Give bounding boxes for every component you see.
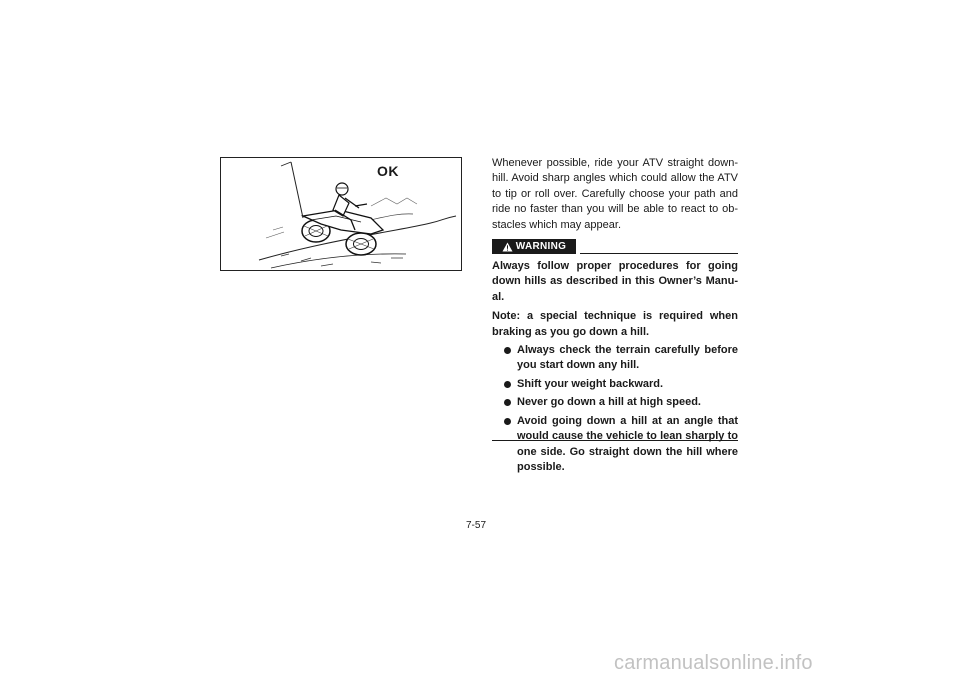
watermark: carmanualsonline.info [614,652,813,674]
list-item: Avoid going down a hill at an angle that would cause the vehicle to lean sharply to one side. Go straight down the hill where possible. [492,414,738,476]
warning-top-rule [580,253,738,254]
warning-note-text: Note: a special technique is required when braking as you go down a hill. [492,310,738,338]
bullet-dot [504,399,511,406]
text-column [492,156,738,475]
list-item: Always check the terrain carefully before you start down any hill. [492,343,738,374]
page-number: 7-57 [466,520,487,531]
intro-paragraph: Whenever possible, ride your ATV straight down-hill. Avoid sharp angles which could allow the ATV to tip or roll over. Carefully choose your path and ride no faster than you will be able to react to ob-stacles which may appear. [492,157,738,231]
atv-rider-drawing [221,158,463,272]
bullet-dot [504,418,511,425]
atv-downhill-illustration [220,157,462,271]
warning-triangle-icon [502,242,513,252]
bullet-dot [504,381,511,388]
warning-badge [492,239,576,254]
warning-label: WARNING [515,241,567,253]
list-item: Never go down a hill at high speed. [492,395,738,410]
warning-bottom-rule [492,440,738,441]
warning-header [492,239,738,255]
warning-main-text: Always follow proper procedures for going down hills as described in this Owner’s Manu-al. [492,260,738,303]
list-item: Shift your weight backward. [492,377,738,392]
warning-bullet-list [492,343,738,475]
figure-ok-label: OK [377,163,399,179]
bullet-dot [504,347,511,354]
